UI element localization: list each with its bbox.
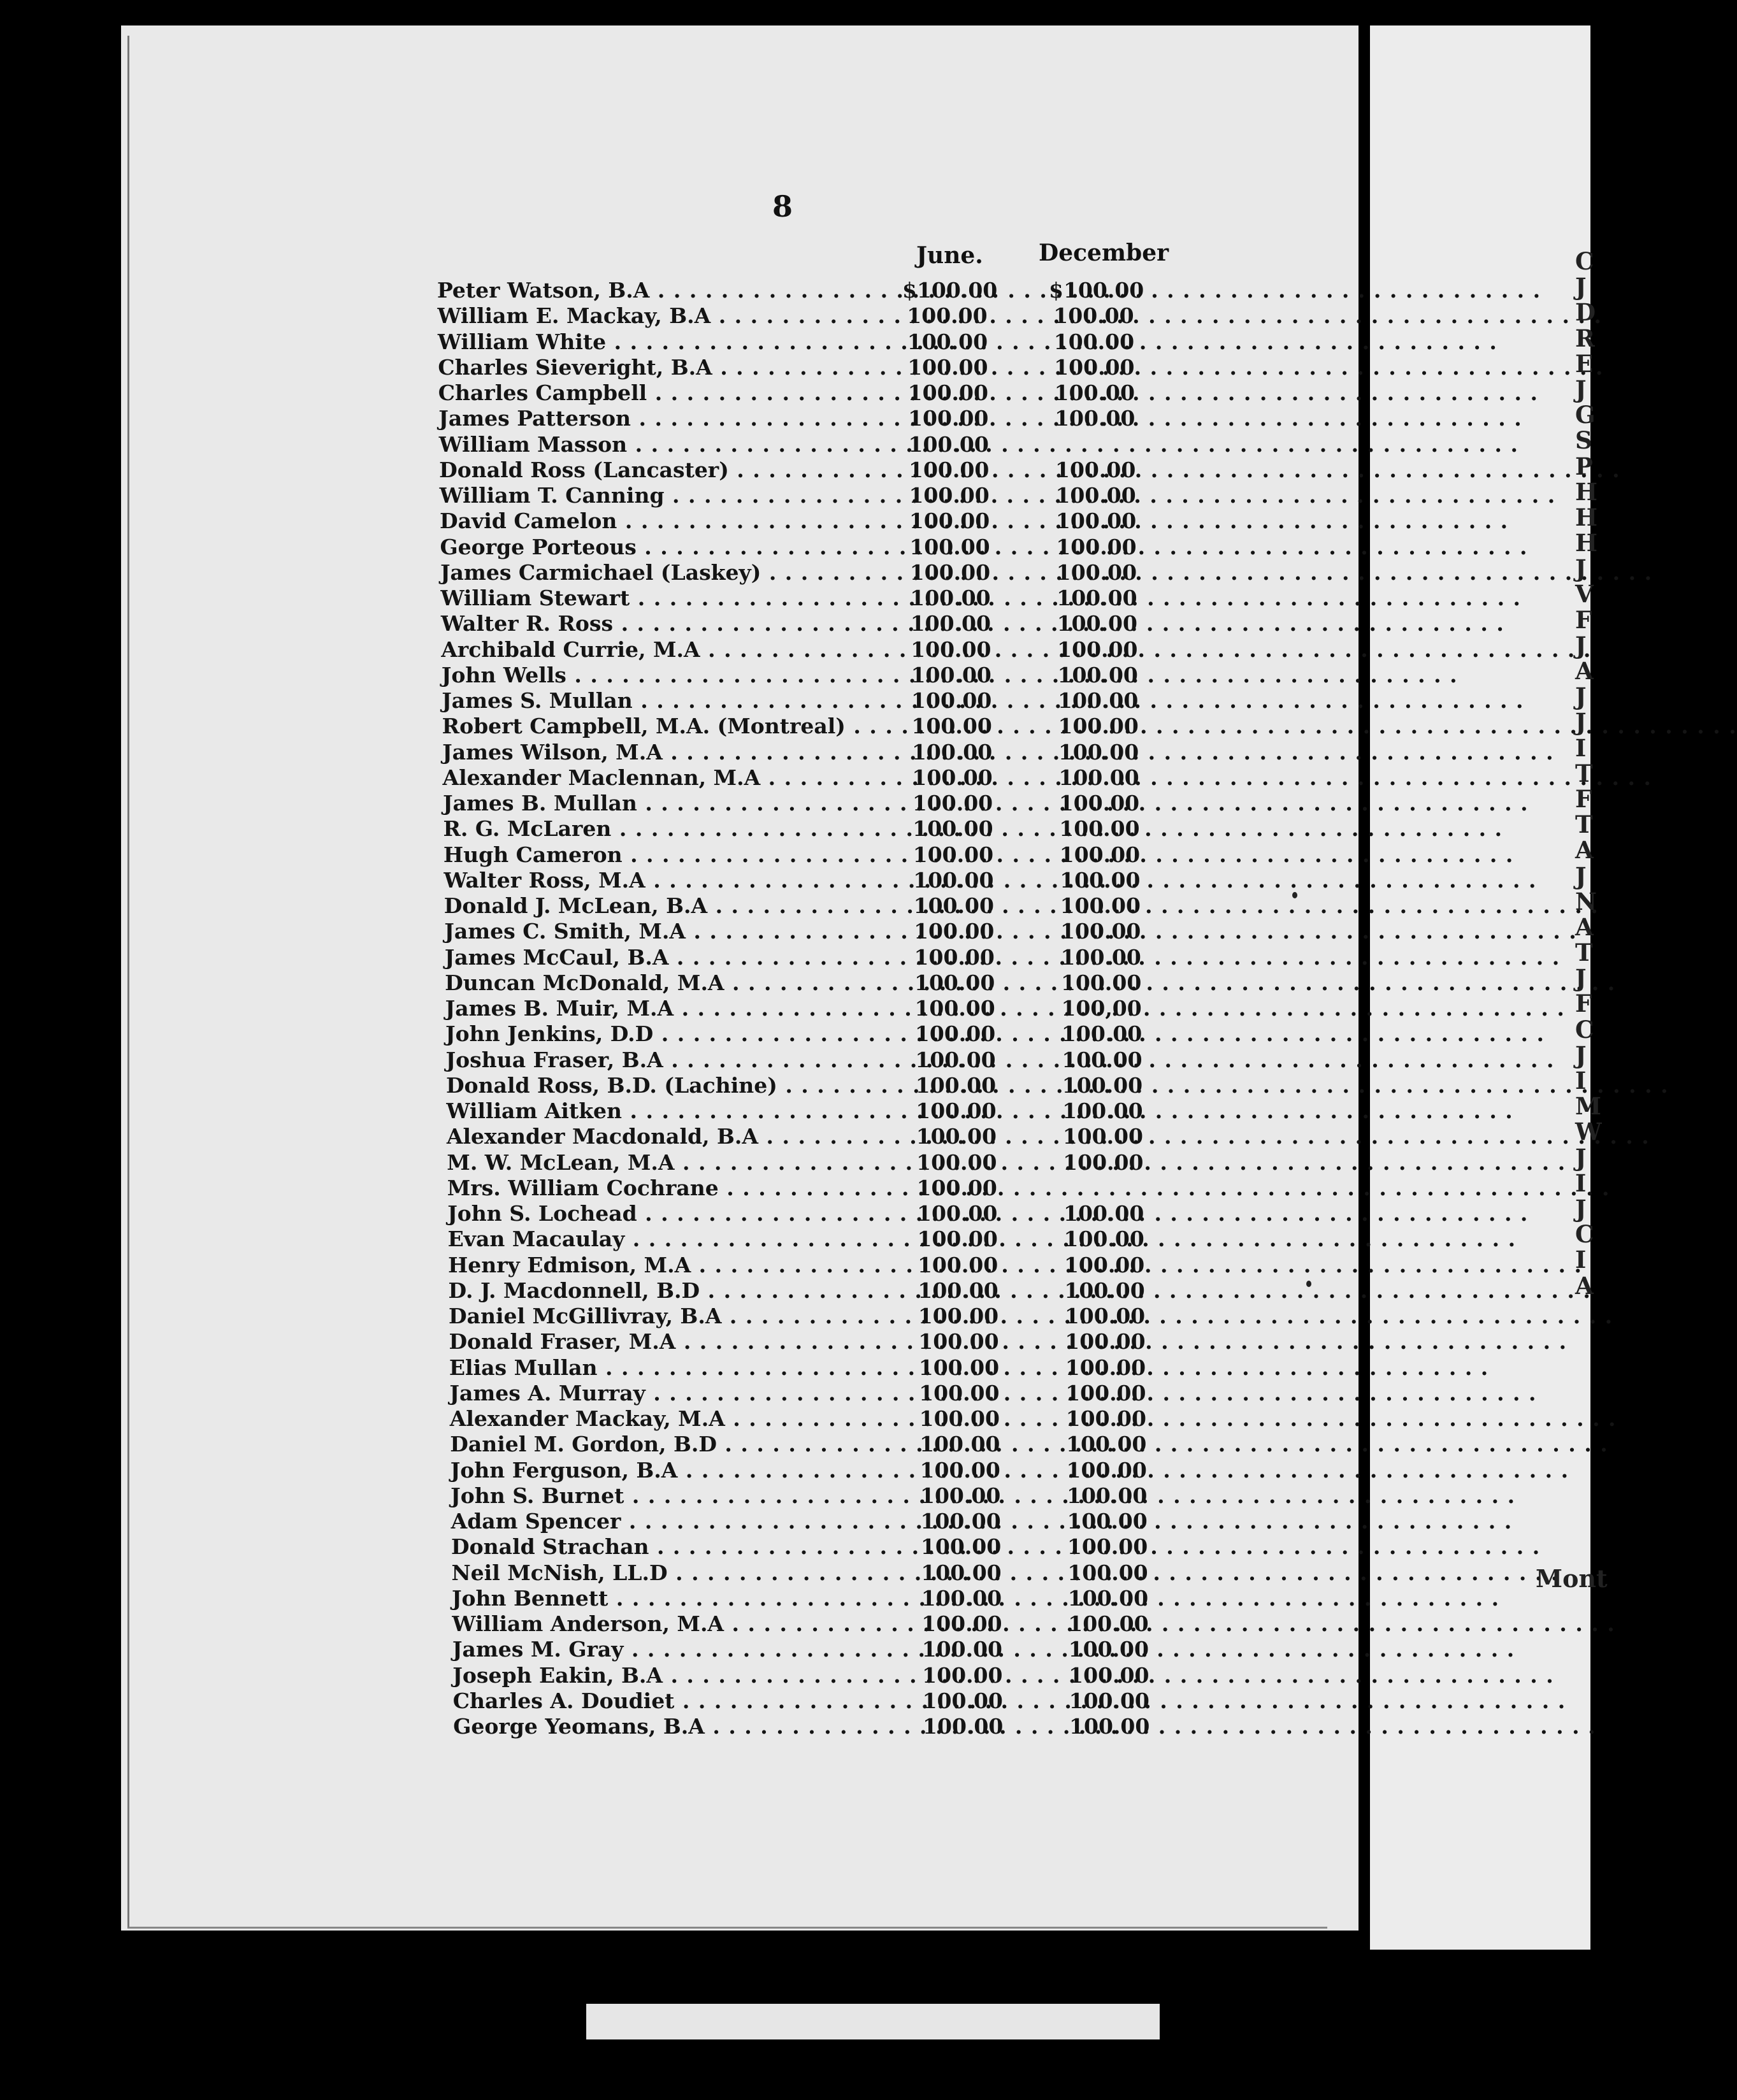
- december-amount: 100.00: [1063, 1252, 1145, 1277]
- june-amount: 100.00: [910, 586, 991, 610]
- june-amount: 100.00: [917, 1226, 998, 1252]
- december-amount: 100.00: [1059, 842, 1141, 867]
- june-amount: 100.00: [916, 1149, 997, 1175]
- june-amount: 100.00: [920, 1534, 1002, 1560]
- facing-initial: C: [1575, 1220, 1594, 1249]
- june-amount: 100.00: [921, 1611, 1002, 1636]
- facing-initial: J: [1575, 1143, 1587, 1172]
- contributor-name: Alexander Maclennan, M.A . . .: [443, 765, 870, 790]
- december-amount: 100.00: [1054, 380, 1135, 405]
- speck: [1306, 1281, 1311, 1287]
- contributor-name: William T. Canning . . .: [440, 483, 867, 508]
- june-amount: 100.00: [914, 996, 995, 1021]
- december-amount: 100.00: [1058, 688, 1139, 713]
- june-amount: 100.00: [917, 1201, 998, 1226]
- facing-initial: P: [1575, 452, 1593, 480]
- contributor-name: Mrs. William Cochrane . . .: [447, 1176, 874, 1200]
- december-amount: 100.00: [1054, 354, 1135, 380]
- june-amount: 100.00: [913, 867, 994, 893]
- december-amount: 100.00: [1055, 406, 1135, 431]
- facing-initial: T: [1575, 810, 1593, 839]
- facing-initial: A: [1575, 1271, 1594, 1300]
- facing-initial: C: [1575, 247, 1594, 275]
- contributor-name: James M. Gray . . .: [452, 1637, 879, 1662]
- contributor-name: Neil McNish, LL.D . . .: [452, 1560, 879, 1585]
- june-amount: 100.00: [916, 1124, 997, 1149]
- facing-initial: I: [1575, 1067, 1587, 1095]
- contributor-name: D. J. Macdonnell, B.D . . .: [449, 1278, 876, 1303]
- june-amount: 100.00: [919, 1432, 1000, 1457]
- contributor-name: William White . . .: [438, 329, 865, 354]
- december-amount: 100.00: [1063, 1226, 1144, 1252]
- june-amount: 100.00: [907, 380, 988, 405]
- contributor-name: Alexander Macdonald, B.A . . .: [447, 1124, 874, 1149]
- june-amount: 100.00: [909, 508, 990, 534]
- contributor-name: Charles Campbell . . .: [438, 380, 865, 405]
- contributor-name: William Stewart . . .: [440, 586, 867, 610]
- contributor-name: George Yeomans, B.A . . .: [453, 1714, 880, 1739]
- facing-initial: A: [1575, 912, 1594, 941]
- facing-initial: R: [1575, 324, 1595, 352]
- june-amount: 100.00: [916, 1175, 997, 1200]
- contributor-name: Hugh Cameron . . .: [443, 842, 870, 867]
- contributor-name: Adam Spencer . . .: [451, 1509, 878, 1534]
- june-amount: 100.00: [921, 1637, 1002, 1662]
- december-amount: 100.00: [1064, 1277, 1145, 1303]
- contributor-name: James Wilson, M.A . . .: [442, 740, 869, 765]
- contributor-name: Robert Campbell, M.A. (Montreal) . . .: [442, 714, 869, 738]
- december-amount: 100.00: [1067, 1585, 1149, 1611]
- june-amount: 100.00: [917, 1252, 998, 1277]
- june-amount: 100.00: [919, 1406, 1000, 1431]
- june-amount: 100.00: [907, 303, 988, 329]
- december-amount: 100.00: [1055, 483, 1136, 508]
- contributor-name: Elias Mullan . . .: [449, 1355, 876, 1380]
- june-amount: 100.00: [911, 662, 991, 687]
- december-amount: 100.00: [1057, 662, 1138, 687]
- june-amount: 100.00: [912, 765, 993, 790]
- june-amount: 100.00: [912, 842, 994, 867]
- facing-initial: A: [1575, 836, 1594, 865]
- december-amount: 100.00: [1069, 1714, 1150, 1739]
- december-amount: $100.00: [1049, 278, 1144, 303]
- facing-initial: J: [1575, 631, 1587, 659]
- june-amount: 100.00: [919, 1380, 1000, 1406]
- june-amount: $100.00: [902, 278, 998, 303]
- december-amount: 100.00: [1067, 1534, 1148, 1560]
- december-amount: 100.00: [1066, 1457, 1147, 1483]
- june-amount: 100.00: [922, 1662, 1003, 1688]
- contributor-name: R. G. McLaren . . .: [443, 816, 870, 841]
- contributor-name: James C. Smith, M.A . . .: [444, 919, 871, 944]
- december-amount: 100.00: [1056, 534, 1137, 559]
- facing-initial: J: [1575, 964, 1587, 993]
- december-amount: 100.00: [1065, 1406, 1146, 1431]
- december-amount: 100.00: [1058, 739, 1139, 765]
- december-amount: 100.00: [1060, 944, 1141, 970]
- december-amount: 100.00: [1062, 1072, 1143, 1098]
- december-amount: 100.00: [1066, 1483, 1148, 1508]
- facing-initial: C: [1575, 1015, 1594, 1044]
- facing-initial: H: [1575, 529, 1597, 557]
- contributor-name: Alexander Mackay, M.A . . .: [450, 1406, 877, 1431]
- december-amount: 100.00: [1065, 1355, 1146, 1380]
- june-amount: 100.00: [921, 1560, 1002, 1585]
- december-amount: 100.00: [1068, 1637, 1149, 1662]
- june-amount: 100.00: [923, 1714, 1004, 1739]
- contributor-name: Donald Ross, B.D. (Lachine) . . .: [446, 1073, 873, 1098]
- december-amount: 100,00: [1061, 996, 1142, 1021]
- june-amount: 100.00: [914, 919, 995, 944]
- december-amount: 100.00: [1063, 1149, 1144, 1175]
- december-amount: 100.00: [1064, 1304, 1146, 1328]
- december-amount: 100.00: [1067, 1560, 1148, 1585]
- facing-initial: T: [1575, 939, 1593, 967]
- facing-initial: J: [1575, 554, 1587, 583]
- contributor-name: George Porteous . . .: [440, 535, 867, 559]
- facing-initial: J: [1575, 682, 1587, 711]
- june-amount: 100.00: [918, 1277, 998, 1303]
- facing-initial: F: [1575, 605, 1592, 634]
- contributor-name: Donald Strachan . . .: [451, 1534, 878, 1559]
- facing-initial: I: [1575, 733, 1587, 762]
- scan-bottom-edge: [121, 1931, 1332, 1956]
- speck: [1292, 892, 1297, 898]
- contributor-name: James A. Murray . . .: [449, 1381, 876, 1406]
- december-column-header: December: [1039, 240, 1169, 266]
- june-amount: 100.00: [914, 970, 995, 995]
- june-column-header: June.: [916, 242, 983, 269]
- contributor-name: James Patterson . . .: [438, 406, 865, 431]
- december-amount: 100.00: [1059, 816, 1140, 842]
- facing-initial: E: [1575, 349, 1594, 378]
- contributor-name: John Ferguson, B.A . . .: [450, 1458, 877, 1483]
- paper-strip: [586, 2004, 1160, 2039]
- facing-initial: J: [1575, 861, 1587, 890]
- december-amount: 100.00: [1060, 867, 1141, 893]
- december-amount: 100.00: [1067, 1509, 1148, 1534]
- contributor-name: Daniel M. Gordon, B.D . . .: [450, 1432, 877, 1456]
- contributor-name: James Carmichael (Laskey) . . .: [440, 560, 867, 585]
- june-amount: 100.00: [920, 1509, 1001, 1534]
- june-amount: 100.00: [913, 893, 994, 918]
- june-amount: 100.00: [921, 1585, 1002, 1611]
- december-amount: 100.00: [1069, 1662, 1150, 1688]
- contributor-name: James McCaul, B.A . . .: [445, 945, 872, 970]
- facing-page-initials: [1575, 247, 1602, 1300]
- contributor-name: Charles Sieveright, B.A . . .: [438, 355, 865, 380]
- facing-initial: N: [1575, 887, 1597, 916]
- december-amount: 100.00: [1061, 1021, 1142, 1047]
- facing-initial: H: [1575, 503, 1597, 531]
- june-amount: 100.00: [910, 611, 991, 636]
- june-amount: 100.00: [914, 1021, 996, 1047]
- june-amount: 100.00: [922, 1688, 1003, 1713]
- contributor-name: Evan Macaulay . . .: [448, 1226, 875, 1251]
- december-amount: 100.00: [1063, 1201, 1144, 1226]
- december-amount: 100.00: [1069, 1688, 1150, 1713]
- contributor-name: John Bennett . . .: [452, 1586, 879, 1611]
- facing-initial: F: [1575, 784, 1592, 813]
- june-amount: 100.00: [915, 1047, 996, 1072]
- facing-initial: G: [1575, 401, 1596, 429]
- contributor-name: Henry Edmison, M.A . . .: [448, 1253, 875, 1277]
- june-amount: 100.00: [909, 559, 991, 585]
- facing-initial: D: [1575, 298, 1596, 327]
- contributor-name: Peter Watson, B.A . . .: [437, 278, 864, 303]
- december-amount: 100.00: [1060, 970, 1142, 995]
- contributor-name: John S. Lochead . . .: [447, 1201, 874, 1226]
- june-amount: 100.00: [919, 1483, 1001, 1508]
- december-amount: 100.00: [1068, 1611, 1149, 1636]
- facing-initial: J: [1575, 1040, 1587, 1069]
- june-amount: 100.00: [908, 406, 989, 431]
- facing-initial: J: [1575, 375, 1587, 403]
- facing-initial: T: [1575, 759, 1593, 788]
- contributor-name: Walter Ross, M.A . . .: [443, 868, 870, 893]
- contributor-name: John S. Burnet . . .: [450, 1483, 877, 1508]
- june-amount: 100.00: [918, 1329, 999, 1355]
- facing-initial: J: [1575, 708, 1587, 737]
- contributor-name: John Jenkins, D.D . . .: [445, 1021, 872, 1046]
- june-amount: 100.00: [915, 1072, 997, 1098]
- june-amount: 100.00: [911, 636, 991, 662]
- june-amount: 100.00: [909, 483, 990, 508]
- facing-initial: A: [1575, 657, 1594, 685]
- december-amount: 100.00: [1060, 893, 1141, 918]
- december-amount: 100.00: [1053, 303, 1134, 329]
- december-amount: 100.00: [1065, 1380, 1146, 1406]
- june-amount: 100.00: [907, 354, 988, 380]
- june-amount: 100.00: [911, 739, 993, 765]
- june-amount: 100.00: [911, 714, 992, 739]
- june-amount: 100.00: [912, 816, 993, 842]
- june-amount: 100.00: [909, 534, 990, 559]
- december-amount: 100.00: [1065, 1329, 1146, 1355]
- facing-initial: H: [1575, 477, 1597, 506]
- facing-initial: S: [1575, 426, 1592, 455]
- facing-initial: F: [1575, 989, 1592, 1018]
- june-amount: 100.00: [912, 791, 993, 816]
- contributor-name: William Anderson, M.A . . .: [452, 1611, 879, 1636]
- december-amount: 100.00: [1058, 791, 1140, 816]
- december-amount: 100.00: [1058, 714, 1139, 739]
- contributor-name: M. W. McLean, M.A . . .: [447, 1150, 874, 1175]
- contributor-name: Archibald Currie, M.A . . .: [441, 637, 868, 662]
- contributor-name: Donald Ross (Lancaster) . . .: [439, 457, 866, 482]
- december-amount: 100.00: [1066, 1432, 1147, 1457]
- contributor-name: William E. Mackay, B.A . . .: [437, 303, 864, 328]
- december-amount: 100.00: [1062, 1124, 1143, 1149]
- december-amount: 100.00: [1062, 1047, 1142, 1072]
- contributor-name: Joseph Eakin, B.A . . .: [452, 1663, 879, 1688]
- contributor-name: James B. Mullan . . .: [443, 791, 870, 816]
- facing-page-word: Mont: [1536, 1564, 1608, 1593]
- december-amount: 100.00: [1060, 919, 1141, 944]
- contributor-name: William Masson . . .: [439, 432, 866, 457]
- contributor-name: Daniel McGillivray, B.A . . .: [449, 1304, 876, 1328]
- page-number: 8: [772, 189, 793, 224]
- december-amount: 100.00: [1062, 1098, 1143, 1123]
- june-amount: 100.00: [919, 1457, 1000, 1483]
- facing-initial: I: [1575, 1246, 1587, 1274]
- contributor-name: Duncan McDonald, M.A . . .: [445, 970, 872, 995]
- december-amount: 100.00: [1057, 636, 1138, 662]
- contributor-name: William Aitken . . .: [446, 1098, 873, 1123]
- june-amount: 100.00: [918, 1304, 999, 1328]
- facing-initial: J: [1575, 1194, 1587, 1223]
- december-amount: 100.00: [1056, 586, 1137, 610]
- facing-initial: M: [1575, 1092, 1601, 1121]
- december-amount: 100.00: [1056, 559, 1137, 585]
- facing-initial: W: [1575, 1118, 1602, 1146]
- june-amount: 100.00: [918, 1355, 1000, 1380]
- facing-initial: I: [1575, 1169, 1587, 1197]
- contributor-name: James S. Mullan . . .: [442, 688, 868, 713]
- june-amount: 100.00: [916, 1098, 997, 1123]
- december-amount: 100.00: [1055, 457, 1136, 482]
- june-amount: 100.00: [908, 431, 989, 457]
- december-amount: 100.00: [1053, 329, 1135, 354]
- december-amount: 100.00: [1058, 765, 1139, 790]
- june-amount: 100.00: [907, 329, 988, 354]
- contributor-name: Joshua Fraser, B.A . . .: [446, 1047, 873, 1072]
- june-amount: 100.00: [911, 688, 992, 713]
- contributor-name: Walter R. Ross . . .: [441, 611, 868, 636]
- december-amount: 100.00: [1055, 508, 1137, 534]
- contributor-name: John Wells . . .: [442, 663, 868, 687]
- contributor-name: David Camelon . . .: [440, 508, 867, 533]
- december-amount: 100.00: [1056, 611, 1137, 636]
- contributor-name: Charles A. Doudiet . . .: [453, 1688, 880, 1713]
- facing-initial: J: [1575, 273, 1587, 301]
- june-amount: 100.00: [908, 457, 990, 482]
- facing-initial: V: [1575, 580, 1594, 608]
- contributor-name: James B. Muir, M.A . . .: [445, 996, 872, 1021]
- contributor-name: Donald J. McLean, B.A . . .: [444, 893, 871, 918]
- contributor-name: Donald Fraser, M.A . . .: [449, 1329, 876, 1354]
- june-amount: 100.00: [914, 944, 995, 970]
